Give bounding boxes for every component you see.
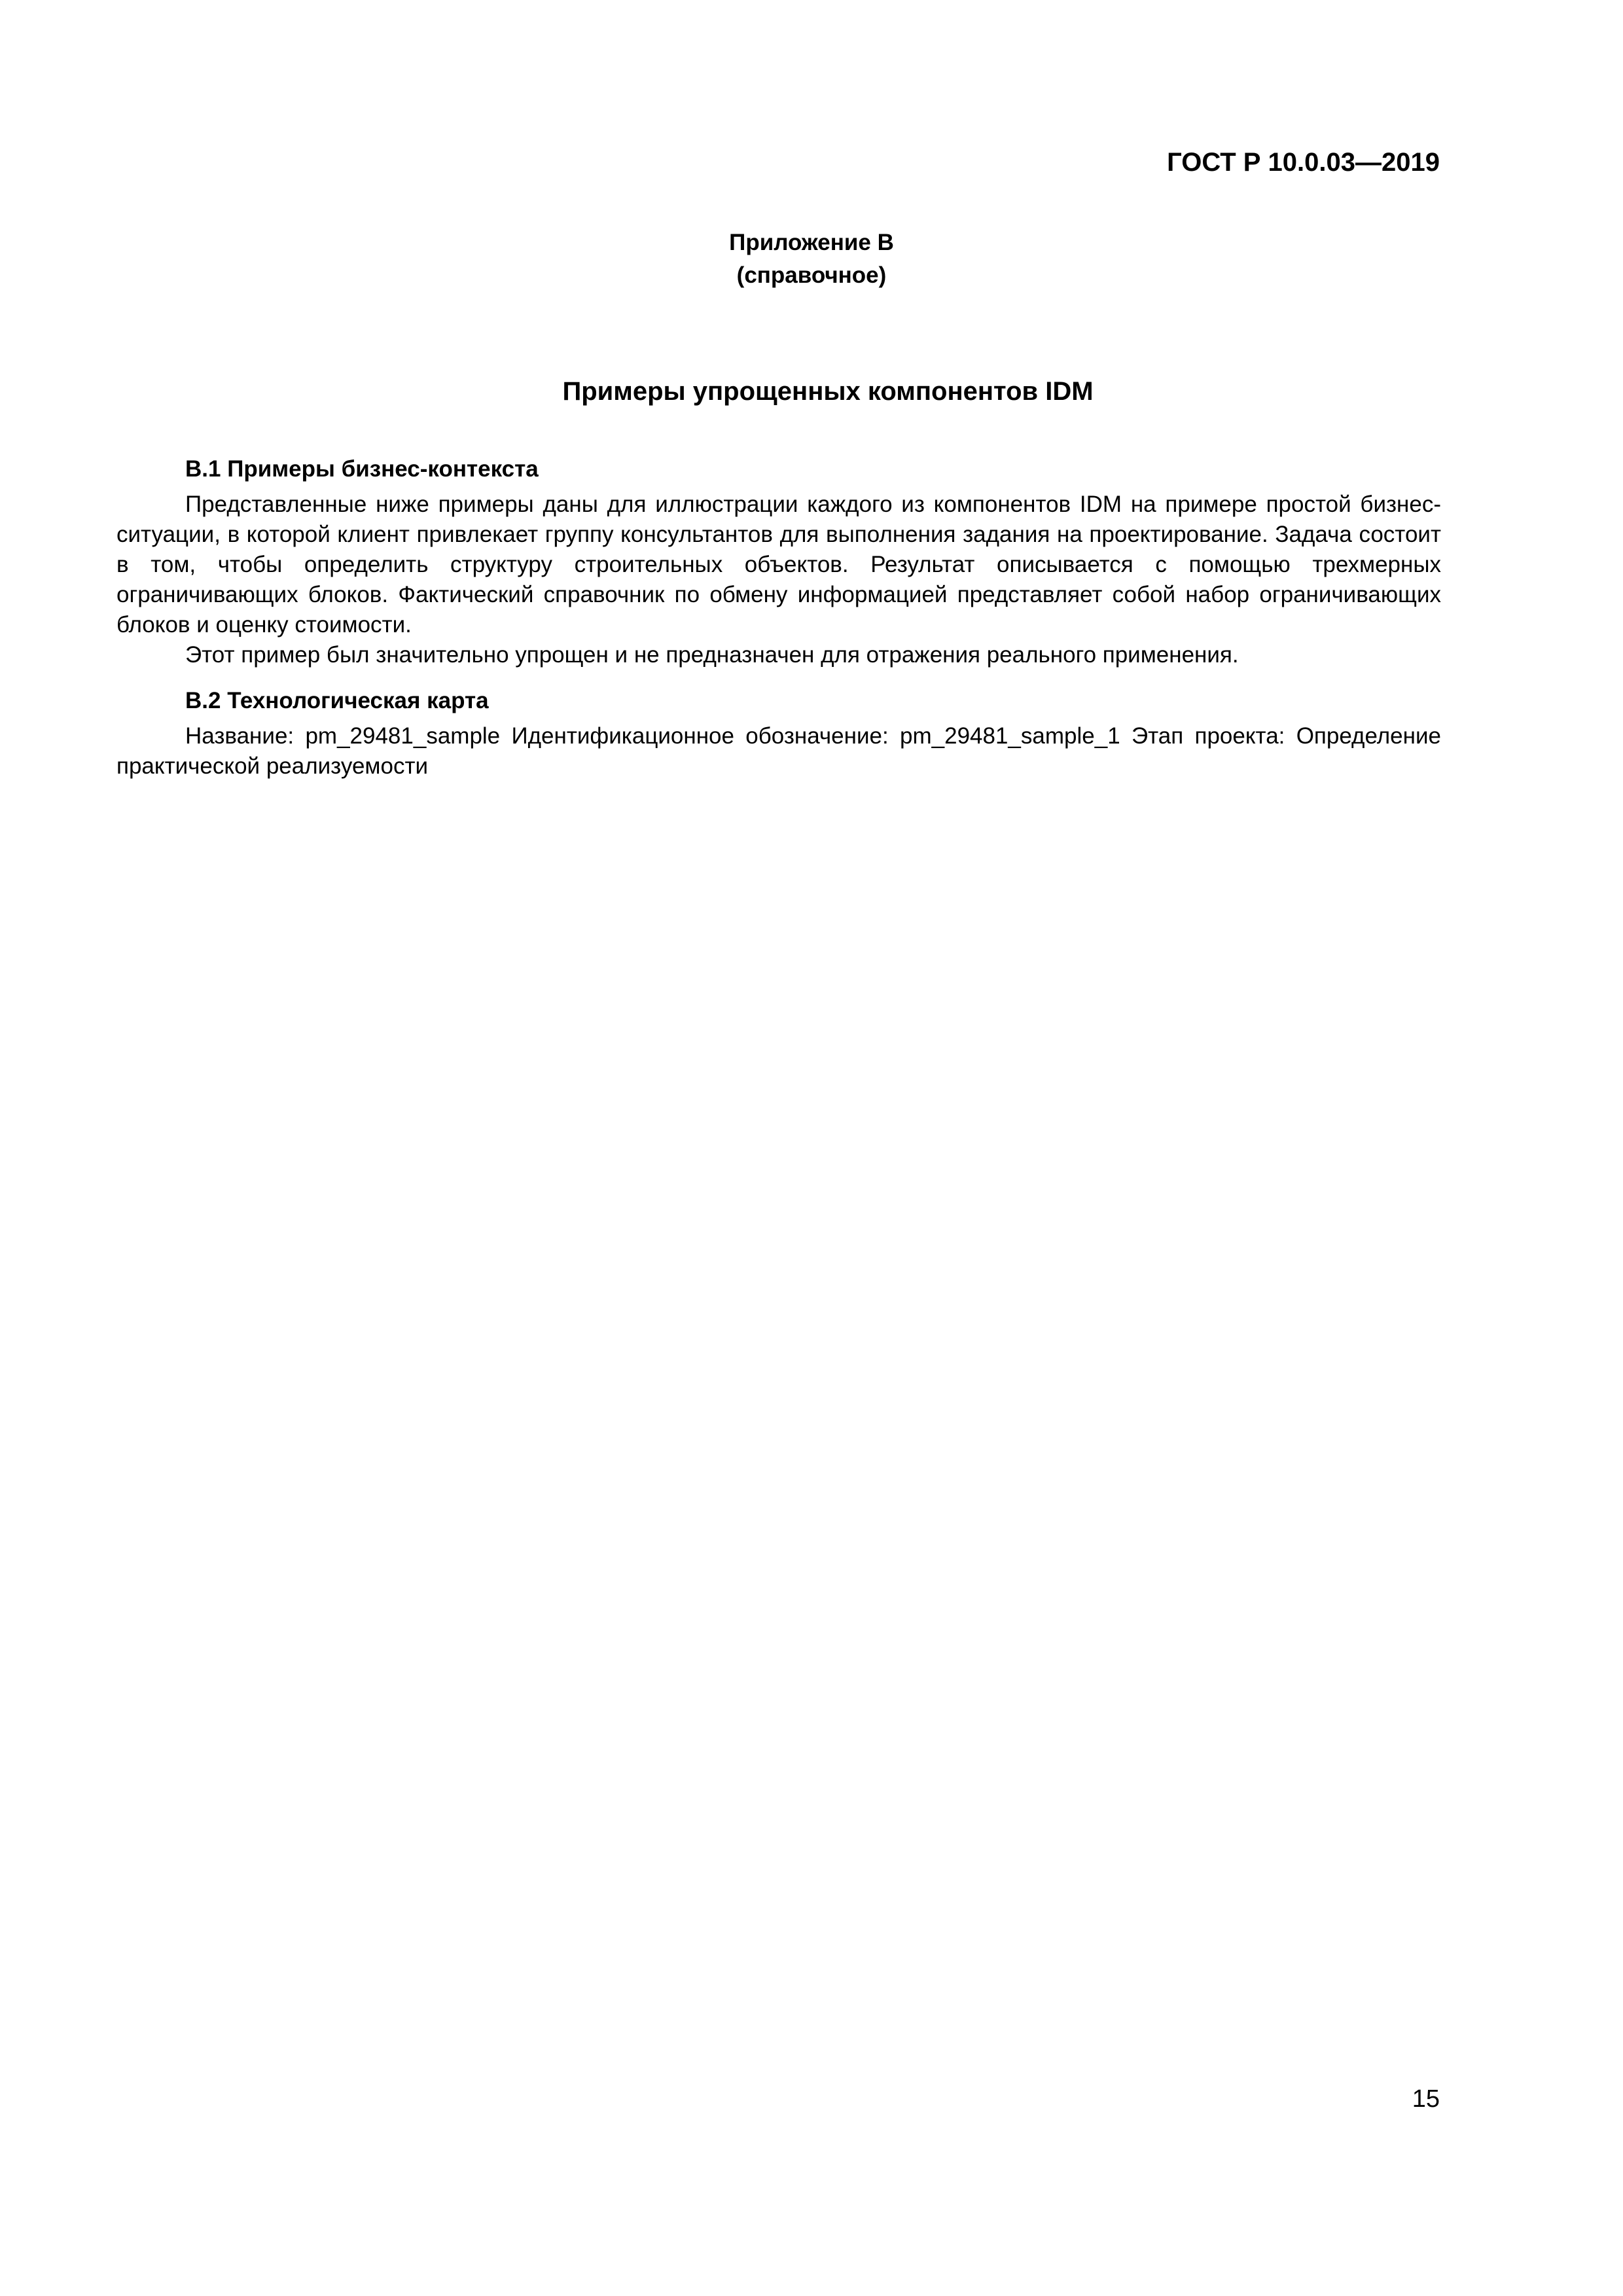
main-title: Примеры упрощенных компонентов IDM [562,377,1094,406]
paragraph: Название: pm_29481_sample Идентификационное обозначение: pm_29481_sample_1 Этап проекта: Определение практической реализуемости [116,723,1441,779]
document-code: ГОСТ Р 10.0.03—2019 [1167,148,1440,177]
section-heading-b1: В.1 Примеры бизнес-контекста [185,456,539,482]
appendix-header [0,226,1623,292]
paragraph: Этот пример был значительно упрощен и не предназначен для отражения реального применения. [185,642,1239,668]
section-heading-b2: В.2 Технологическая карта [185,688,489,713]
page-number: 15 [1412,2085,1440,2113]
appendix-title: Приложение В [729,230,894,255]
appendix-subtitle: (справочное) [736,262,887,288]
body-text [116,454,1441,781]
paragraph: Представленные ниже примеры даны для иллюстрации каждого из компонентов IDM на примере простой бизнес-ситуации, в которой клиент привлекает группу консультантов для выполнения задания на проектирование. Задача состоит в том, чтобы определить структуру строительных объектов. Результат описывается с помощью трехмерных ограничивающих блоков. Фактический справочник по обмену информацией представляет собой набор ограничивающих блоков и оценку стоимости. [116,492,1441,637]
